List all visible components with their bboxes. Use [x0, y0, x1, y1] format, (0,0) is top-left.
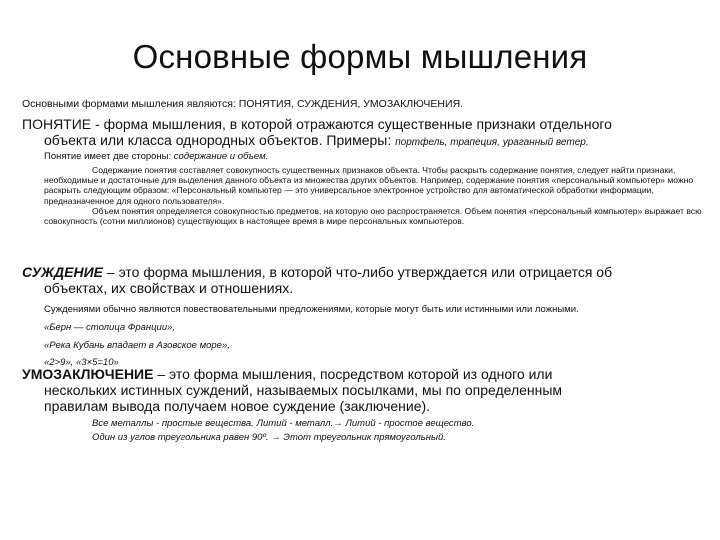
concept-volume-paragraph: Объем понятия определяется совокупностью предметов, на которую оно распространяется. Объем понятия «персональный компьютер» выражает всю совокупность (сотни миллионов) существующих в настоящее время в мире персональных компьютеров. — [44, 205, 702, 227]
judgment-example-2: «Река Кубань впадает в Азовское море», — [44, 339, 230, 351]
concept-term: ПОНЯТИЕ — [22, 116, 92, 132]
judgment-term: СУЖДЕНИЕ — [22, 264, 104, 280]
concept-definition — [22, 116, 702, 149]
judgment-def-line2: объектах, их свойствах и отношениях. — [44, 280, 294, 296]
inference-example-1: Все металлы - простые вещества. Литий - металл.→ Литий - простое вещество. — [92, 418, 475, 429]
judgment-note: Суждениями обычно являются повествовательными предложениями, которые могут быть или истинными или ложными. — [44, 304, 579, 315]
concept-sides-text: Понятие имеет две стороны: — [44, 150, 174, 162]
judgment-def-line1: – это форма мышления, в которой что-либо утверждается или отрицается об — [103, 264, 613, 280]
inference-def-line2: нескольких истинных суждений, называемых посылками, мы по определенным — [44, 382, 563, 398]
judgment-definition — [22, 264, 702, 296]
slide-title: Основные формы мышления — [132, 38, 588, 75]
inference-def-line3: правилам вывода получаем новое суждение (заключение). — [44, 398, 431, 414]
concept-sides-italic: содержание и объем. — [173, 150, 269, 162]
concept-content-paragraph: Содержание понятия составляет совокупность существенных признаков объекта. Чтобы раскрыть содержание понятия, следует найти признаки, необходимые и достаточные для выделения данного объекта из множества других объектов. Например, содержание понятия «персональный компьютер» можно раскрыть следующим образом: «Персональный компьютер — это универсальное электронное устройство для автоматической обработки информации, предназначенное для одного пользователя». — [44, 165, 694, 206]
inference-definition — [22, 366, 702, 414]
inference-section — [22, 366, 702, 443]
concept-examples-label: Примеры: — [326, 132, 396, 148]
judgment-example-3: «2>9», «3×5=10» — [44, 357, 119, 368]
inference-def-line1: – это форма мышления, посредством которой из одного или — [153, 366, 553, 382]
judgment-section — [22, 264, 702, 369]
inference-term: УМОЗАКЛЮЧЕНИЕ — [22, 366, 154, 382]
concept-sides — [22, 151, 702, 163]
inference-example-2: Один из углов треугольника равен 90º. → Этот треугольник прямоугольный. — [92, 431, 446, 443]
judgment-example-1: «Берн — столица Франции», — [44, 322, 176, 333]
concept-def-line1: - форма мышления, в которой отражаются существенные признаки отдельного — [91, 116, 612, 132]
concept-section — [22, 116, 702, 226]
concept-def-line2: объекта или класса однородных объектов. — [44, 132, 327, 148]
intro-text: Основными формами мышления являются: ПОНЯТИЯ, СУЖДЕНИЯ, УМОЗАКЛЮЧЕНИЯ. — [22, 98, 464, 110]
concept-examples: портфель, трапеция, ураганный ветер. — [395, 137, 589, 148]
